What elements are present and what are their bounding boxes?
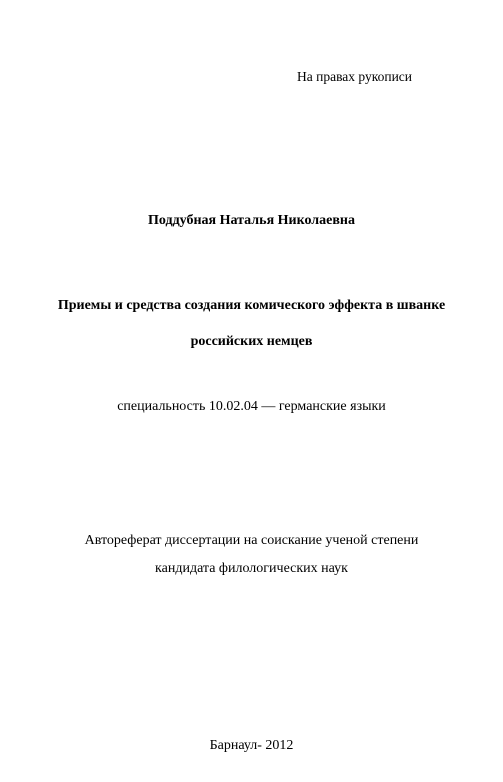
rights-note: На правах рукописи <box>297 69 413 84</box>
author-name: Поддубная Наталья Николаевна <box>148 213 355 228</box>
title-line-2: российских немцев <box>190 334 313 349</box>
specialty-line: специальность 10.02.04 — германские языки <box>117 399 386 414</box>
abstract-line-2: кандидата филологических наук <box>155 561 348 576</box>
title-line-1: Приемы и средства создания комического эффекта в шванке <box>57 298 446 313</box>
abstract-line-1: Автореферат диссертации на соискание ученой степени <box>84 533 419 548</box>
city-year: Барнаул- 2012 <box>209 738 294 753</box>
